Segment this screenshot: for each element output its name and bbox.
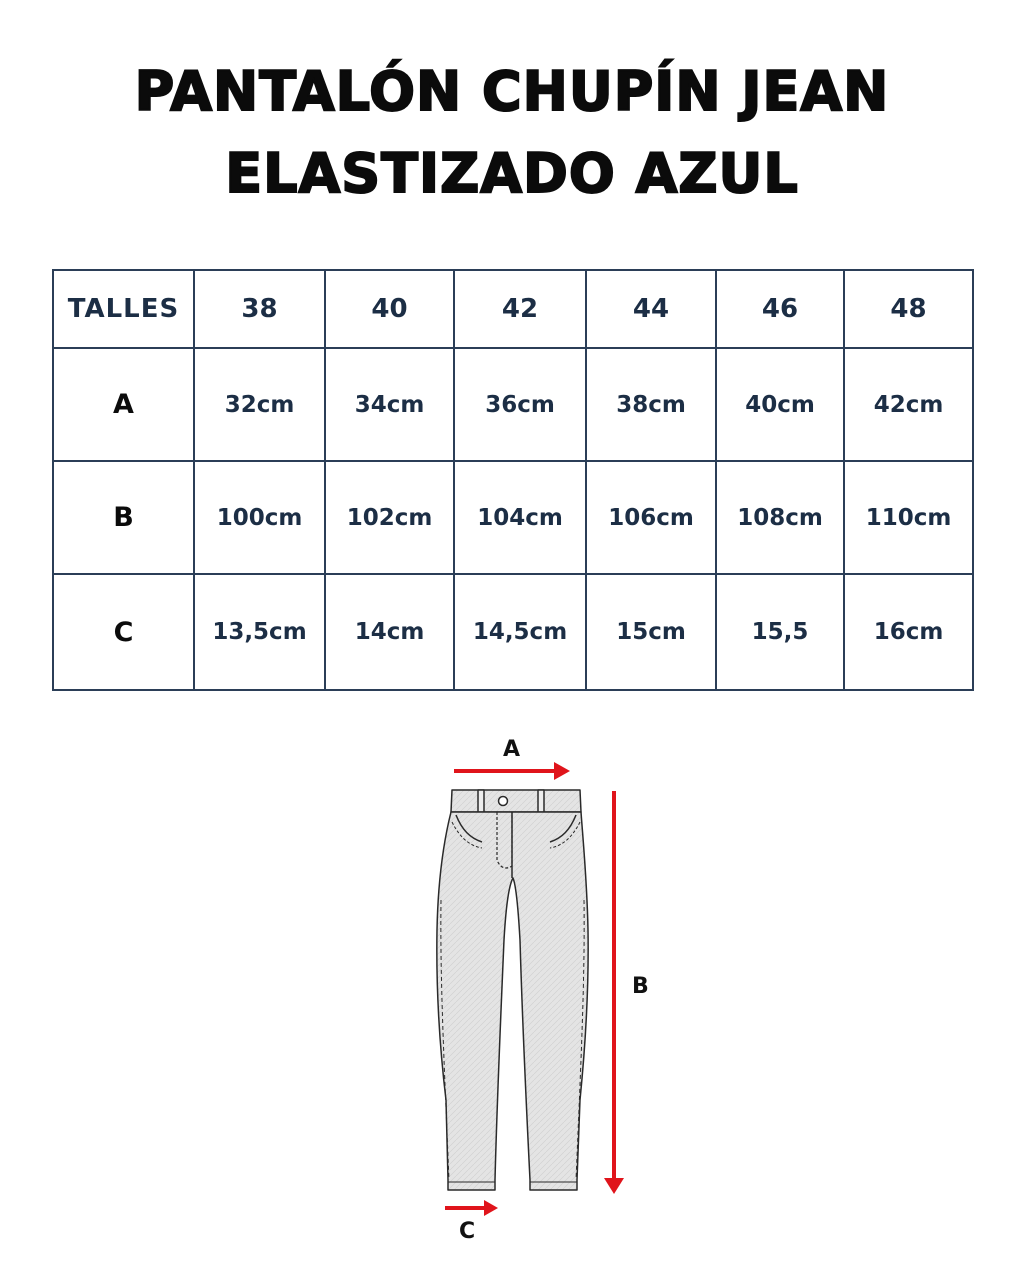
cell-b-48: 110cm (844, 461, 973, 574)
diagram-label-a: A (503, 737, 521, 762)
size-header-42: 42 (454, 270, 586, 348)
cell-b-46: 108cm (716, 461, 844, 574)
arrow-a (454, 762, 570, 780)
size-header-38: 38 (194, 270, 325, 348)
size-header-44: 44 (586, 270, 716, 348)
cell-b-38: 100cm (194, 461, 325, 574)
cell-b-44: 106cm (586, 461, 716, 574)
arrow-b (604, 791, 624, 1194)
cell-a-44: 38cm (586, 348, 716, 461)
arrow-c (445, 1200, 498, 1216)
size-header-40: 40 (325, 270, 454, 348)
cell-c-46: 15,5 (716, 574, 844, 690)
cell-b-40: 102cm (325, 461, 454, 574)
cell-a-46: 40cm (716, 348, 844, 461)
cell-c-40: 14cm (325, 574, 454, 690)
row-label-a: A (53, 348, 194, 461)
diagram-label-c: C (459, 1219, 476, 1244)
arrowhead-down-icon (604, 1178, 624, 1194)
waistband (451, 790, 581, 812)
row-label-c: C (53, 574, 194, 690)
page-title-line-2: ELASTIZADO AZUL (225, 142, 799, 205)
size-header-46: 46 (716, 270, 844, 348)
talles-header: TALLES (53, 270, 194, 348)
cell-c-44: 15cm (586, 574, 716, 690)
cell-c-38: 13,5cm (194, 574, 325, 690)
waist-button-icon (499, 797, 508, 806)
cell-b-42: 104cm (454, 461, 586, 574)
cell-c-48: 16cm (844, 574, 973, 690)
row-label-b: B (53, 461, 194, 574)
diagram-label-b: B (632, 974, 649, 999)
cell-a-48: 42cm (844, 348, 973, 461)
page-title-line-1: PANTALÓN CHUPÍN JEAN (134, 60, 890, 123)
belt-loop (538, 790, 544, 812)
cell-a-38: 32cm (194, 348, 325, 461)
arrowhead-right-icon (484, 1200, 498, 1216)
pants-illustration (437, 790, 588, 1190)
cell-c-42: 14,5cm (454, 574, 586, 690)
size-header-48: 48 (844, 270, 973, 348)
cell-a-40: 34cm (325, 348, 454, 461)
cell-a-42: 36cm (454, 348, 586, 461)
arrowhead-right-icon (554, 762, 570, 780)
belt-loop (478, 790, 484, 812)
